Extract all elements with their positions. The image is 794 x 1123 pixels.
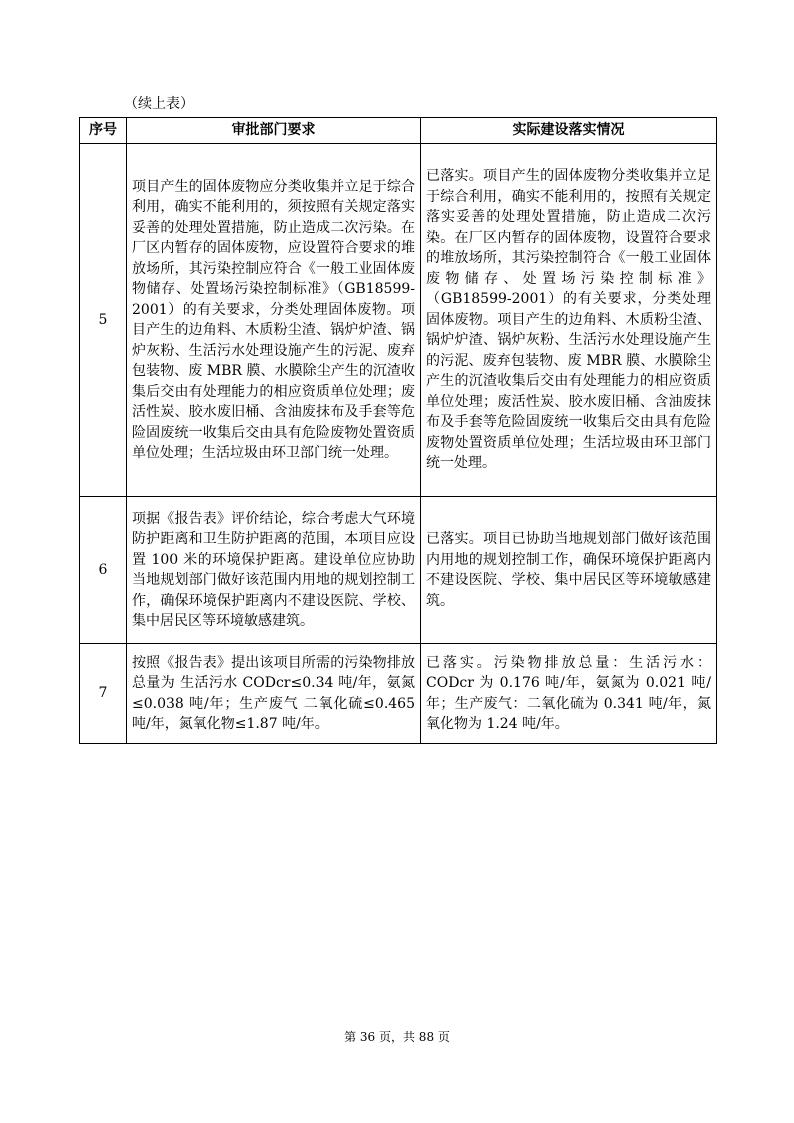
row-implementation: 已落实。污染物排放总量：生活污水：CODcr 为 0.176 吨/年，氨氮为 0.021 吨/年；生产废气：二氧化硫为 0.341 吨/年，氮氧化物为 1.24 吨/年。 [421, 644, 717, 744]
table-header-row [80, 118, 717, 144]
header-implementation: 实际建设落实情况 [421, 118, 717, 144]
header-seq: 序号 [80, 118, 127, 144]
row-seq: 5 [80, 144, 127, 497]
row-requirement: 项目产生的固体废物应分类收集并立足于综合利用，确实不能利用的，须按照有关规定落实妥善的处理处置措施，防止造成二次污染。在厂区内暂存的固体废物，应设置符合要求的堆放场所，其污染控制应符合《一般工业固体废物储存、处置场污染控制标准》（GB18599-2001）的有关要求，分类处理固体废物。项目产生的边角料、木质粉尘渣、锅炉炉渣、锅炉灰粉、生活污水处理设施产生的污泥、废弃包装物、废 MBR 膜、水膜除尘产生的沉渣收集后交由有处理能力的相应资质单位处理；废活性炭、胶水废旧桶、含油废抹布及手套等危险固废统一收集后交由具有危险废物处置资质单位处理；生活垃圾由环卫部门统一处理。 [127, 144, 421, 497]
table-row [80, 497, 717, 644]
row-requirement: 项据《报告表》评价结论，综合考虑大气环境防护距离和卫生防护距离的范围，本项目应设置 100 米的环境保护距离。建设单位应协助当地规划部门做好该范围内用地的规划控制工作，确保环境保护距离内不建设医院、学校、集中居民区等环境敏感建筑。 [127, 497, 421, 644]
row-requirement: 按照《报告表》提出该项目所需的污染物排放总量为 生活污水 CODcr≤0.34 吨/年，氨氮≤0.038 吨/年；生产废气 二氧化硫≤0.465 吨/年，氮氧化物≤1.87 吨/年。 [127, 644, 421, 744]
row-implementation: 已落实。项目已协助当地规划部门做好该范围内用地的规划控制工作，确保环境保护距离内不建设医院、学校、集中居民区等环境敏感建筑。 [421, 497, 717, 644]
header-requirement: 审批部门要求 [127, 118, 421, 144]
continued-label: （续上表） [124, 96, 194, 112]
table-row [80, 144, 717, 497]
row-implementation: 已落实。项目产生的固体废物分类收集并立足于综合利用，确实不能利用的，按照有关规定落实妥善的处理处置措施，防止造成二次污染。在厂区内暂存的固体废物，设置符合要求的堆放场所，其污染控制符合《一般工业固体废物储存、处置场污染控制标准》（GB18599-2001）的有关要求，分类处理固体废物。项目产生的边角料、木质粉尘渣、锅炉炉渣、锅炉灰粉、生活污水处理设施产生的污泥、废弃包装物、废 MBR 膜、水膜除尘产生的沉渣收集后交由有处理能力的相应资质单位处理；废活性炭、胶水废旧桶、含油废抹布及手套等危险固废统一收集后交由具有危险废物处置资质单位处理；生活垃圾由环卫部门统一处理。 [421, 144, 717, 497]
table-row [80, 644, 717, 744]
row-seq: 7 [80, 644, 127, 744]
row-seq: 6 [80, 497, 127, 644]
approval-compliance-table [79, 117, 717, 744]
page-number-footer: 第 36 页，共 88 页 [344, 1030, 450, 1044]
